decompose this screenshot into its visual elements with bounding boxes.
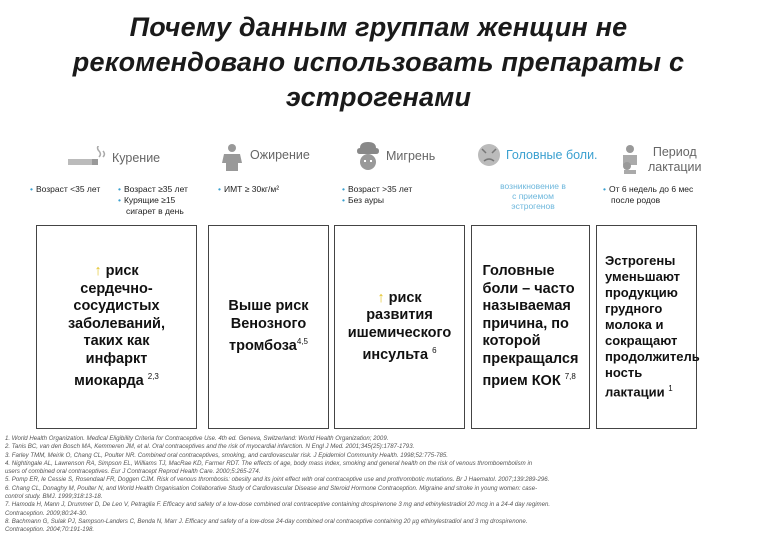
category-lactation: [618, 144, 702, 176]
reference-line: Contraception. 2004;70:191-198.: [5, 526, 95, 534]
reference-sup: 7,8: [564, 372, 576, 382]
category-label: Курение: [112, 151, 161, 165]
criteria-item: Без ауры: [347, 195, 384, 205]
card-stroke-risk: [334, 225, 465, 429]
card-text: ↑ риск сердечно- сосудистых заболеваний, таких как инфаркт миокарда $^{2,3}$: [67, 263, 166, 390]
reference-line: 2. Tanis BC, van den Bosch MA, Kemmeren JM, et al. Oral contraceptives and the risk of myocardial infarction. N Engl J Med. 2001;345(25):1787-1793.: [5, 443, 415, 451]
category-label-line: лактации: [648, 160, 702, 174]
title-line: рекомендовано использовать препараты с: [72, 47, 685, 77]
card-lactation: [596, 225, 700, 429]
reference-line: 5. Pomp ER, le Cessie S, Rosendaal FR, Doggen CJM. Risk of venous thrombosis: obesity and its joint effect with oral contraceptive use and prothrombotic mutations. Br J Haematol. 2007;139:289-296.: [5, 476, 550, 484]
category-label: Головные боли.: [506, 148, 598, 162]
criteria-smoking-over35: • Возраст ≥35 лет • Курящие ≥15 сигарет в день: [118, 184, 188, 216]
title-line: Почему данным группам женщин не: [129, 12, 628, 42]
card-text: Эстрогены уменьшают продукцию грудного молока и сокращают продолжитель ность лактации $^1$: [605, 253, 700, 400]
head-pain-icon: [476, 140, 500, 170]
reference-sup: 4,5: [296, 337, 308, 347]
criteria-smoking-under35: • Возраст <35 лет: [30, 184, 101, 194]
reference-line: 7. Hamoda H, Mann J, Drummer D, De Leo V, Petraglia F. Efficacy and safety of a low-dose combined oral contraceptive containing drospirenone 3 mg and ethinylestradiol 20 mcg in a 24-4 day regimen.: [5, 501, 551, 509]
criteria-item: ИМТ ≥ 30кг/м²: [223, 184, 280, 194]
card-text: Выше риск Венозного тромбоза$^{4,5}$: [228, 298, 309, 355]
mother-baby-icon: [618, 144, 642, 176]
reference-sup: 2,3: [147, 372, 159, 382]
reference-line: users of combined oral contraceptives. Eur J Contracept Reprod Health Care. 2000;5:265-274.: [5, 468, 261, 476]
card-text: Головные боли – часто называемая причина, по которой прекращался прием КОК $^{7,8}$: [482, 263, 579, 390]
references: [5, 435, 755, 535]
criteria-item: эстрогенов: [511, 201, 555, 211]
cigarette-icon: [66, 146, 106, 170]
category-label: Мигрень: [386, 149, 436, 163]
head-icon: [356, 140, 380, 172]
reference-line: 8. Bachmann G, Sulak PJ, Sampson-Landers C, Benda N, Marr J. Efficacy and safety of a low-dose 24-day combined oral contraceptive containing 20 µg ethinylestradiol and 3 mg drospirenone.: [5, 517, 528, 525]
card-text: ↑ риск развития ишемического инсульта $^6$: [347, 289, 452, 363]
category-migraine: [356, 140, 435, 172]
reference-line: 3. Farley TMM, Meirik O, Chang CL, Poulter NR. Combined oral contraceptives, smoking, and cardiovascular risk. J Epidemiol Community Health. 1998;52:775-785.: [5, 451, 448, 459]
increase-arrow-icon: ↑: [377, 289, 385, 306]
criteria-lactation: • От 6 недель до 6 мес после родов: [603, 184, 694, 205]
card-headache: [471, 225, 590, 429]
reference-line: 6. Chang CL, Donaghy M, Poulter N, and World Health Organisation Collaborative Study of Cardiovascular Disease and Steroid Hormone Contraception. Migraine and stroke in young women: case-: [5, 484, 538, 492]
reference-line: control study. BMJ. 1999;318:13-18.: [5, 493, 103, 501]
category-headache: [476, 140, 598, 170]
criteria-item: после родов: [611, 195, 661, 205]
reference-line: 4. Nightingale AL, Lawrenson RA, Simpson EL, Williams TJ, MacRae KD, Farmer RDT. The effects of age, body mass index, smoking and general health on the risk of venous thromboembolism in: [5, 459, 533, 467]
criteria-item: Курящие ≥15: [123, 195, 176, 205]
criteria-item: Возраст <35 лет: [35, 184, 101, 194]
criteria-item: сигарет в день: [126, 206, 184, 216]
card-cardiovascular-risk: [36, 225, 197, 429]
slide-title: [20, 10, 737, 115]
criteria-item: возникновение в: [500, 181, 566, 191]
category-label: Ожирение: [250, 148, 310, 162]
reference-sup: 1: [668, 384, 673, 394]
category-obesity: [220, 143, 310, 167]
category-label: [648, 145, 702, 175]
criteria-item: Возраст ≥35 лет: [123, 184, 188, 194]
criteria-obesity: • ИМТ ≥ 30кг/м²: [218, 184, 280, 194]
card-venous-thrombosis: [208, 225, 329, 429]
person-icon: [220, 143, 244, 167]
reference-line: 1. World Health Organization. Medical Eligibility Criteria for Contraceptive Use. 4th ed. Geneva, Switzerland: World Health Organization; 2009.: [5, 435, 389, 442]
category-smoking: [66, 146, 160, 170]
reference-line: Contraception. 2009;80:24-30.: [5, 509, 88, 517]
criteria-item: Возраст >35 лет: [347, 184, 413, 194]
criteria-headache: [483, 181, 583, 211]
title-line: эстрогенами: [285, 82, 472, 112]
criteria-item: От 6 недель до 6 мес: [608, 184, 694, 194]
increase-arrow-icon: ↑: [94, 263, 102, 280]
criteria-migraine: • Возраст >35 лет • Без ауры: [342, 184, 413, 205]
reference-sup: 6: [432, 346, 437, 356]
criteria-item: с приемом: [512, 191, 554, 201]
category-label-line: Период: [652, 145, 697, 159]
